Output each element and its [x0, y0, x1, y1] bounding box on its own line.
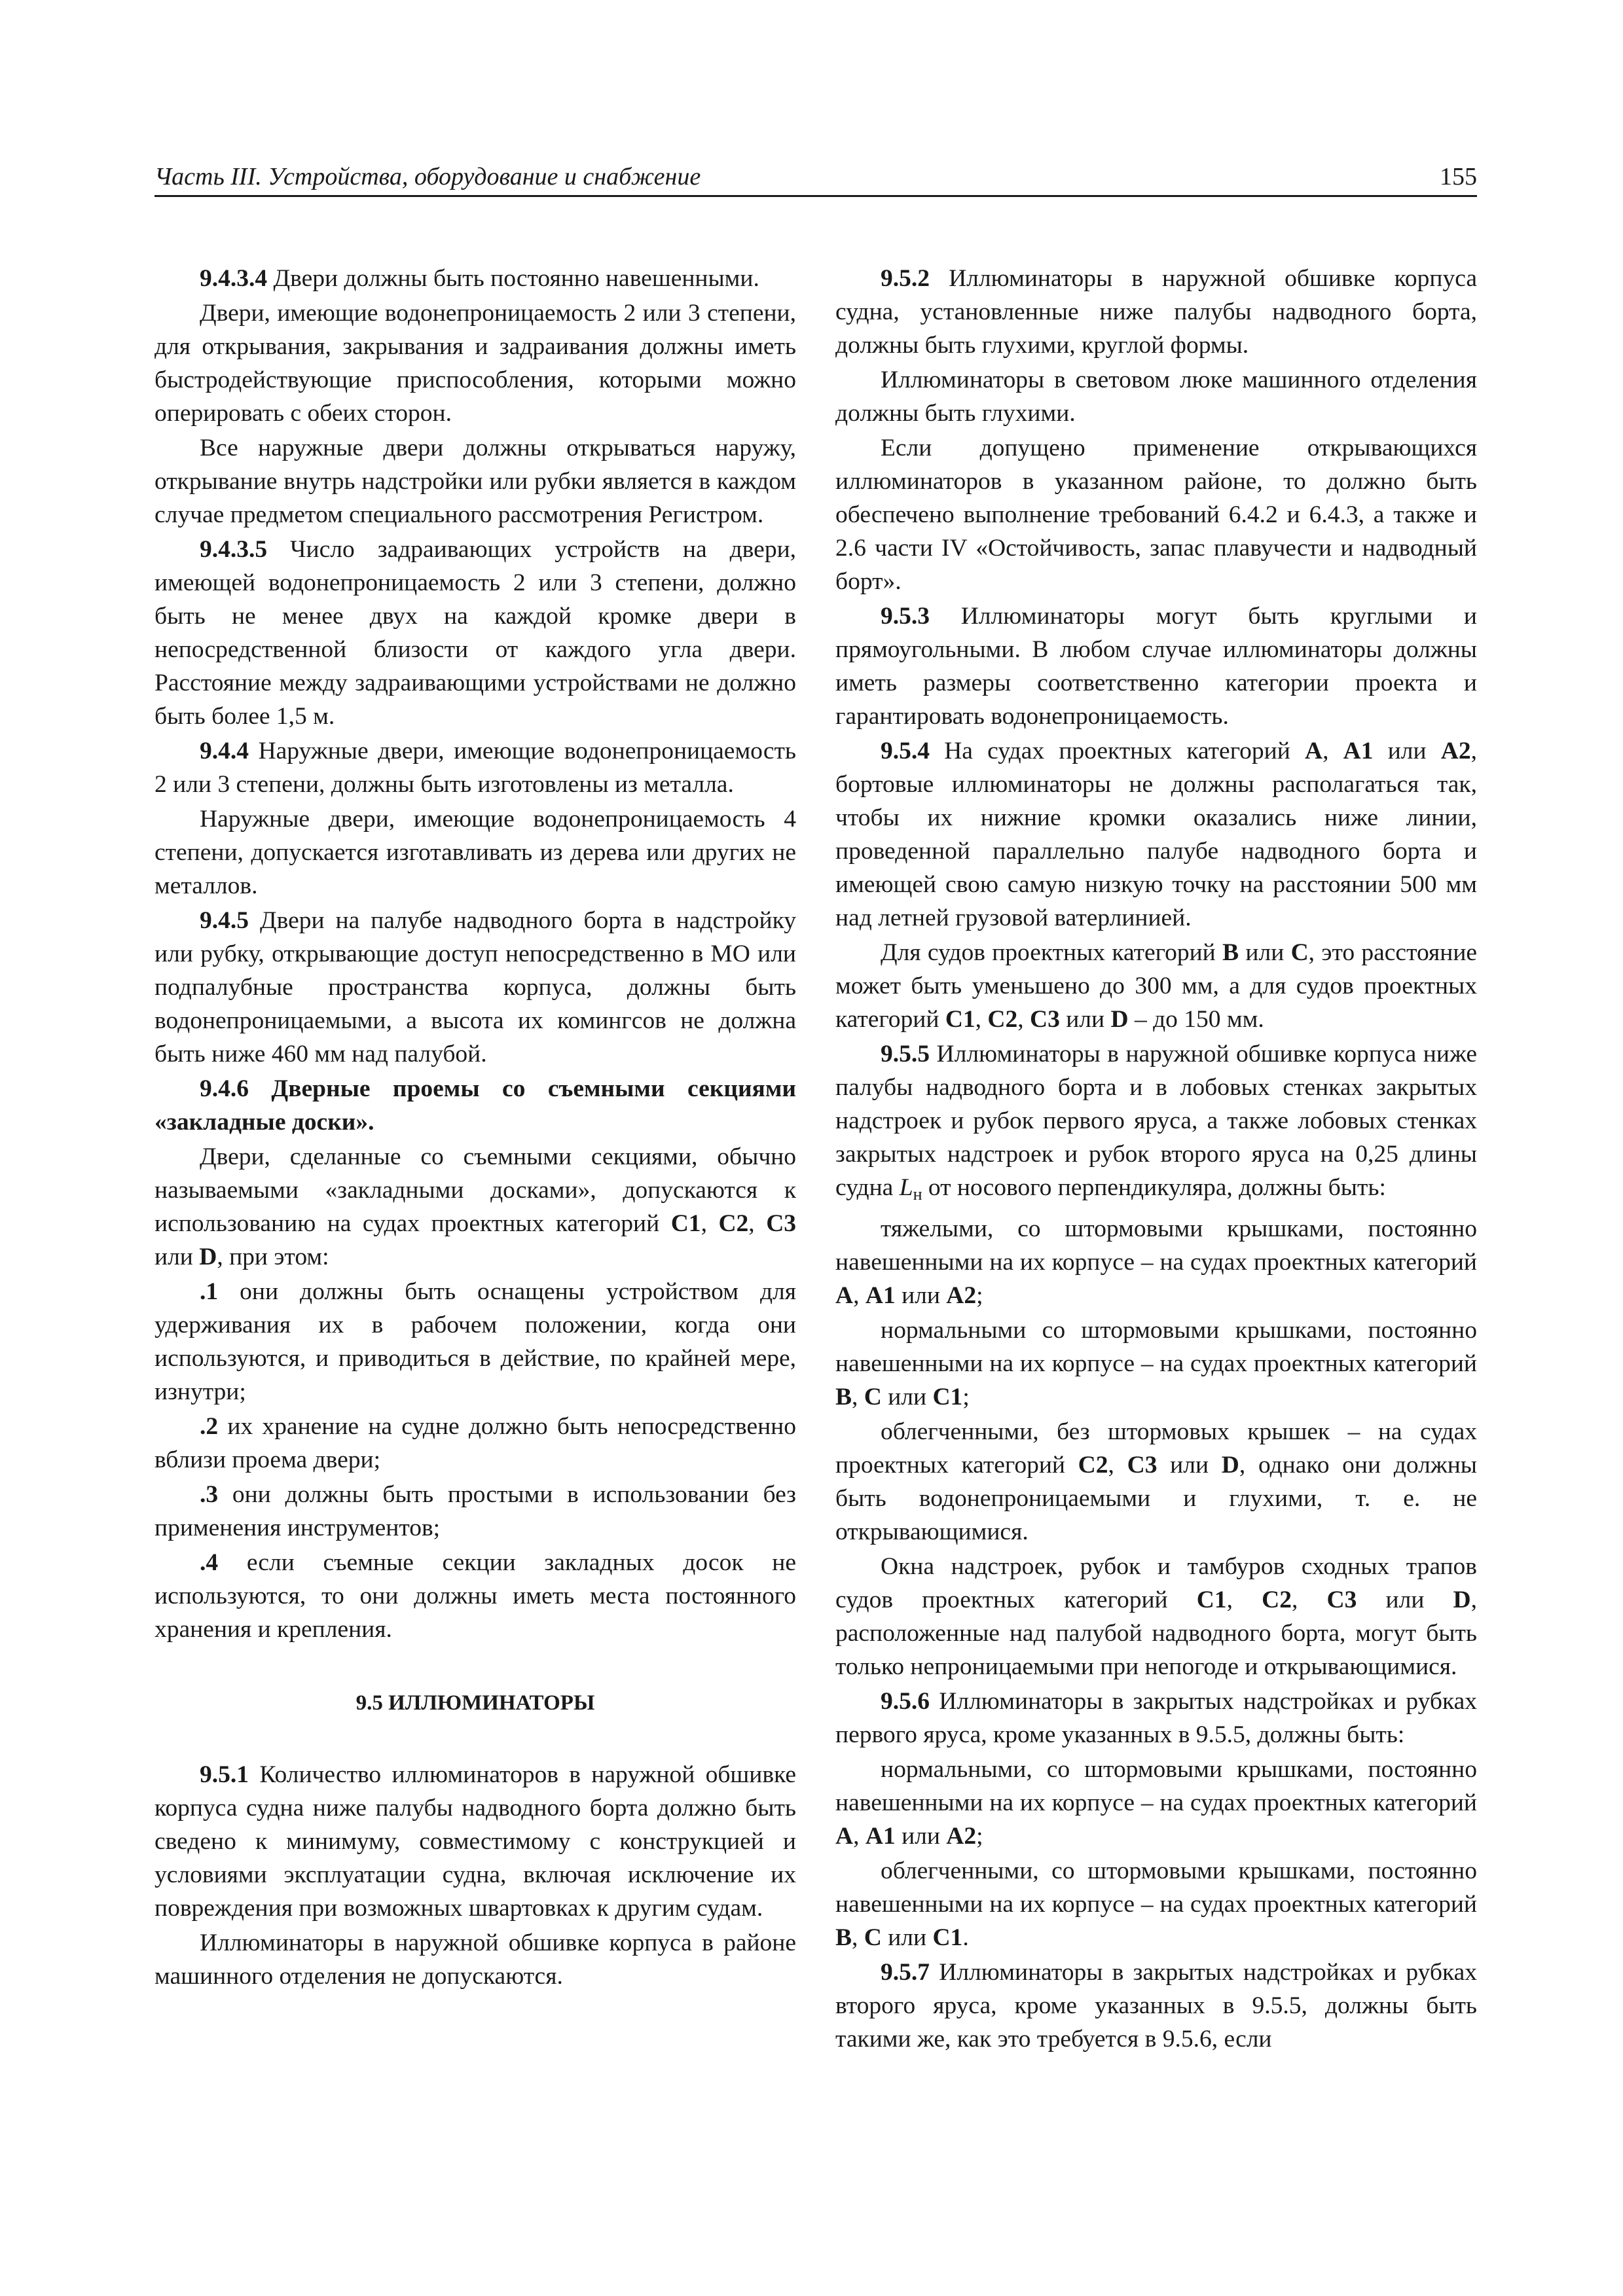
paragraph-text: , при этом:: [217, 1244, 329, 1270]
paragraph: Все наружные двери должны открываться наружу, открывание внутрь надстройки или рубки является в каждом случае предметом специального рассмотрения Регистром.: [155, 435, 796, 528]
punctuation: ,: [1017, 1006, 1024, 1033]
paragraph-text: облегченными, без штормовых крышек – на судах проектных категорий: [835, 1418, 1477, 1479]
clause-number: 9.5.2: [881, 265, 930, 292]
paragraph-text: расположенные над палубой надводного борта, могут быть только непроницаемыми при непогоде и открывающимися.: [835, 1620, 1477, 1680]
paragraph: Иллюминаторы в наружной обшивке корпуса в районе машинного отделения не допускаются.: [155, 1929, 796, 1990]
paragraph: [155, 734, 796, 801]
clause-number: 9.5.6: [881, 1688, 930, 1715]
item-number: .2: [200, 1413, 219, 1440]
paragraph: [155, 1758, 796, 1925]
category-code: C3: [1030, 1006, 1060, 1033]
item-number: .1: [200, 1278, 219, 1305]
clause-number: 9.4.3.5: [200, 536, 268, 563]
category-code: C1: [945, 1006, 976, 1033]
punctuation: ,: [975, 1006, 982, 1033]
paragraph: [835, 936, 1477, 1036]
word: или: [1387, 738, 1427, 764]
category-code: A: [835, 1282, 854, 1309]
clause-number: 9.4.3.4: [200, 265, 268, 292]
paragraph-text: нормальными со штормовыми крышками, постоянно навешенными на их корпусе – на судах проектных категорий: [835, 1317, 1477, 1377]
paragraph: Наружные двери, имеющие водонепроницаемость 4 степени, допускается изготавливать из дерева или других не металлов.: [155, 806, 796, 899]
paragraph-text: Иллюминаторы в закрытых надстройках и рубках второго яруса, кроме указанных в 9.5.5, должны быть такими же, как это требуется в 9.5.6, если: [835, 1959, 1478, 2053]
paragraph: [835, 1854, 1477, 1954]
paragraph: [155, 533, 796, 733]
clause-number: 9.5.7: [881, 1959, 930, 1986]
category-code: C2: [1262, 1587, 1292, 1613]
page-header: [155, 156, 1477, 197]
paragraph: [155, 904, 796, 1071]
punctuation: ,: [1292, 1587, 1298, 1613]
category-code: A1: [865, 1823, 896, 1850]
paragraph-text: облегченными, со штормовыми крышками, постоянно навешенными на их корпусе – на судах проектных категорий: [835, 1857, 1477, 1918]
paragraph-text: Количество иллюминаторов в наружной обшивке корпуса судна ниже палубы надводного борта должно быть сведено к минимуму, совместимому с конструкцией и условиями эксплуатации судна, включая исключение их повреждения при возможных швартовках к другим судам.: [155, 1761, 796, 1922]
category-code: B: [835, 1924, 852, 1951]
punctuation: ,: [1322, 738, 1329, 764]
clause-number: 9.4.4: [200, 738, 249, 764]
paragraph: [835, 1550, 1477, 1683]
paragraph-text: бортовые иллюминаторы не должны располагаться так, чтобы их нижние кромки оказались ниже линии, проведенной параллельно палубе надводного борта и имеющей свою самую низкую точку на расстоянии 500 мм над летней грузовой ватерлинией.: [835, 771, 1477, 931]
category-code: B: [1222, 939, 1239, 966]
punctuation: ,: [1239, 1452, 1246, 1479]
paragraph: [835, 1415, 1477, 1549]
punctuation: ;: [962, 1384, 970, 1410]
category-code: C2: [718, 1210, 749, 1237]
list-item: [155, 1478, 796, 1545]
paragraph: [155, 262, 796, 295]
category-code: A: [1305, 738, 1323, 764]
category-code: D: [1110, 1006, 1129, 1033]
paragraph-text: – до 150 мм.: [1134, 1006, 1264, 1033]
item-number: .3: [200, 1481, 219, 1508]
word: или: [902, 1282, 940, 1309]
paragraph-text: Число задраивающих устройств на двери, имеющей водонепроницаемость 2 или 3 степени, должно быть не менее двух на каждой кромке двери в непосредственной близости от каждого угла двери. Расстояние между задраивающими устройствами не должно быть более 1,5 м.: [155, 536, 797, 730]
paragraph-text: Иллюминаторы могут быть круглыми и прямоугольными. В любом случае иллюминаторы должны иметь размеры соответственно категории проекта и гарантировать водонепроницаемость.: [835, 603, 1477, 730]
category-code: A2: [946, 1823, 977, 1850]
punctuation: ,: [853, 1823, 860, 1850]
paragraph: [835, 600, 1477, 733]
paragraph: [835, 1212, 1477, 1312]
list-item: [155, 1275, 796, 1408]
paragraph-text: однако они должны быть водонепроницаемыми и глухими, т. е. не открывающимися.: [835, 1452, 1478, 1545]
punctuation: .: [962, 1924, 969, 1951]
length-symbol: L: [899, 1174, 913, 1201]
subsection-heading: 9.4.6 Дверные проемы со съемными секциями «закладные доски».: [155, 1075, 796, 1136]
punctuation: ,: [1470, 738, 1477, 764]
category-code: A2: [1440, 738, 1471, 764]
category-code: A: [835, 1823, 854, 1850]
paragraph-text: Наружные двери, имеющие водонепроницаемость 2 или 3 степени, должны быть изготовлены из металла.: [155, 738, 797, 798]
category-code: A1: [1343, 738, 1374, 764]
punctuation: ,: [852, 1924, 858, 1951]
punctuation: ,: [748, 1210, 755, 1237]
paragraph: [835, 1685, 1477, 1751]
punctuation: ,: [1226, 1587, 1233, 1613]
list-item: [155, 1410, 796, 1477]
item-text: они должны быть оснащены устройством для удерживания их в рабочем положении, когда они используются, и приводиться в действие, по крайней мере, изнутри;: [155, 1278, 797, 1405]
paragraph-text: Двери, сделанные со съемными секциями, обычно называемыми «закладными досками», допускаются к использованию на судах проектных категорий: [155, 1143, 796, 1237]
category-code: C1: [1196, 1587, 1227, 1613]
paragraph: [835, 1753, 1477, 1853]
paragraph: Если допущено применение открывающихся иллюминаторов в указанном районе, то должно быть обеспечено выполнение требований 6.4.2 и 6.4.3, а также и 2.6 части IV «Остойчивость, запас плавучести и надводный борт».: [835, 435, 1477, 595]
category-code: C: [864, 1924, 882, 1951]
category-code: C3: [766, 1210, 797, 1237]
paragraph: Двери, имеющие водонепроницаемость 2 или 3 степени, для открывания, закрывания и задраивания должны иметь быстродействующие приспособления, которыми можно оперировать с обеих сторон.: [155, 300, 796, 427]
category-code: D: [1221, 1452, 1239, 1479]
punctuation: ,: [701, 1210, 707, 1237]
item-text: они должны быть простыми в использовании без применения инструментов;: [155, 1481, 796, 1541]
word: или: [902, 1823, 940, 1850]
section-heading: 9.5 ИЛЛЮМИНАТОРЫ: [356, 1691, 595, 1715]
paragraph-text: Окна надстроек, рубок и тамбуров сходных трапов судов проектных категорий: [835, 1553, 1477, 1613]
paragraph-text: Двери должны быть постоянно навешенными.: [273, 265, 759, 292]
category-code: C2: [1078, 1452, 1108, 1479]
category-code: A2: [946, 1282, 977, 1309]
running-title: Часть III. Устройства, оборудование и снабжение: [155, 163, 701, 190]
category-code: D: [1453, 1587, 1471, 1613]
right-column: [835, 262, 1477, 2056]
item-number: .4: [200, 1549, 219, 1576]
clause-number: 9.5.1: [200, 1761, 249, 1788]
paragraph: [835, 734, 1477, 935]
left-column: [155, 262, 796, 1993]
category-code: C: [864, 1384, 882, 1410]
punctuation: ,: [852, 1384, 858, 1410]
punctuation: ;: [976, 1823, 983, 1850]
paragraph-text: На судах проектных категорий: [944, 738, 1290, 764]
word: или: [155, 1244, 193, 1270]
clause-number: 9.4.5: [200, 907, 249, 934]
paragraph-text: от носового перпендикуляра, должны быть:: [928, 1174, 1386, 1201]
punctuation: ,: [1308, 939, 1315, 966]
category-code: C1: [670, 1210, 701, 1237]
clause-number: 9.5.4: [881, 738, 930, 764]
paragraph: [155, 1140, 796, 1274]
page-number: 155: [1440, 163, 1477, 190]
paragraph: [835, 1037, 1477, 1211]
paragraph-text: Двери на палубе надводного борта в надстройку или рубку, открывающие доступ непосредственно в МО или подпалубные пространства корпуса, должны быть водонепроницаемыми, а высота их комингсов не должна быть ниже 460 мм над палубой.: [155, 907, 797, 1067]
punctuation: ;: [976, 1282, 983, 1309]
word: или: [1066, 1006, 1105, 1033]
clause-number: 9.5.3: [881, 603, 930, 630]
paragraph-text: тяжелыми, со штормовыми крышками, постоянно навешенными на их корпусе – на судах проектных категорий: [835, 1215, 1477, 1276]
category-code: C3: [1326, 1587, 1357, 1613]
clause-number: 9.5.5: [881, 1041, 930, 1067]
word: или: [888, 1384, 927, 1410]
paragraph: Иллюминаторы в световом люке машинного отделения должны быть глухими.: [835, 367, 1477, 427]
item-text: если съемные секции закладных досок не используются, то они должны иметь места постоянного хранения и крепления.: [155, 1549, 797, 1643]
category-code: C1: [932, 1924, 963, 1951]
category-code: C: [1290, 939, 1309, 966]
punctuation: ,: [1470, 1587, 1478, 1613]
item-text: их хранение на судне должно быть непосредственно вблизи проема двери;: [155, 1413, 797, 1473]
punctuation: ,: [1108, 1452, 1114, 1479]
paragraph-text: Для судов проектных категорий: [881, 939, 1216, 966]
category-code: C1: [932, 1384, 963, 1410]
paragraph-text: нормальными, со штормовыми крышками, постоянно навешенными на их корпусе – на судах проектных категорий: [835, 1756, 1477, 1816]
list-item: [155, 1546, 796, 1646]
paragraph-text: Иллюминаторы в закрытых надстройках и рубках первого яруса, кроме указанных в 9.5.5, должны быть:: [835, 1688, 1478, 1748]
category-code: B: [835, 1384, 852, 1410]
paragraph: [835, 262, 1477, 362]
category-code: C2: [987, 1006, 1018, 1033]
word: или: [1245, 939, 1285, 966]
word: или: [888, 1924, 927, 1951]
paragraph: [835, 1956, 1477, 2056]
category-code: C3: [1127, 1452, 1158, 1479]
word: или: [1170, 1452, 1209, 1479]
word: или: [1385, 1587, 1425, 1613]
category-code: A1: [865, 1282, 896, 1309]
category-code: D: [199, 1244, 217, 1270]
paragraph: [835, 1314, 1477, 1414]
paragraph-text: Иллюминаторы в наружной обшивке корпуса ниже палубы надводного борта и в лобовых стенках закрытых надстроек и рубок первого яруса, а также лобовых стенках закрытых надстроек и рубок второго яруса на 0,25 длины судна: [835, 1041, 1478, 1201]
length-subscript: н: [913, 1185, 922, 1204]
punctuation: ,: [853, 1282, 860, 1309]
paragraph-text: Иллюминаторы в наружной обшивке корпуса судна, установленные ниже палубы надводного борта, должны быть глухими, круглой формы.: [835, 265, 1477, 359]
paragraph-text: это расстояние может быть уменьшено до 300 мм, а для судов проектных категорий: [835, 939, 1478, 1033]
